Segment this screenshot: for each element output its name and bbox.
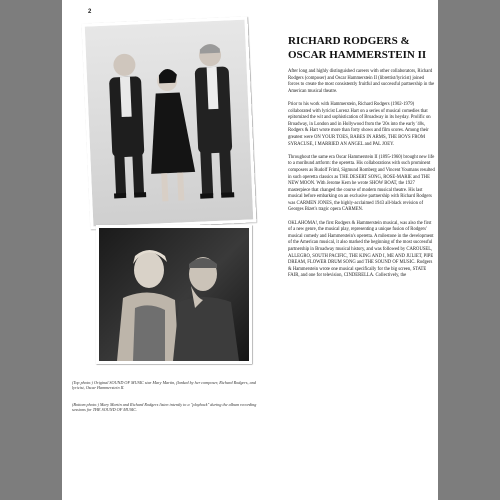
photo-bottom-figures (99, 228, 249, 361)
paragraph-3: Throughout the same era Oscar Hammerstein II (1895-1960) brought new life to a moribund artform: the operetta. His collaborations with such prominent composers as Rudolf Friml, Sigmund Romberg and Vincent Youmans resulted in such operetta classics as THE DESERT SONG, ROSE-MARIE and THE NEW MOON. With Jerome Kern he wrote SHOW BOAT, the 1927 masterpiece that changed the course of modern musical theatre. His last musical before embarking on an exclusive partnership with Richard Rodgers was CARMEN JONES, the highly-acclaimed 1943 all-black revision of Georges Bizet's tragic opera CARMEN. (288, 154, 435, 213)
caption-bottom-photo: (Bottom photo:) Mary Martin and Richard Rodgers listen intently to a "playback" during the album recording sessions for THE SOUND OF MUSIC. (72, 402, 257, 413)
paragraph-2: Prior to his work with Hammerstein, Richard Rodgers (1902-1979) collaborated with lyricist Lorenz Hart on a series of musical comedies that epitomized the wit and sophistication of Broadway in its heyday. Prolific on Broadway, in London and in Hollywood from the '20s into the early '40s, Rodgers & Hart wrote more than forty shows and film scores. Among their greatest were ON YOUR TOES, BABES IN ARMS, THE BOYS FROM SYRACUSE, I MARRIED AN ANGEL and PAL JOEY. (288, 101, 431, 147)
caption-top-photo: (Top photo:) Original SOUND OF MUSIC star Mary Martin, flanked by her composer, Richard Rodgers, and lyricist, Oscar Hammerstein II. (72, 380, 256, 391)
document-page (62, 0, 438, 500)
photo-martin-rodgers-playback (96, 225, 252, 364)
photo-top-figures (85, 20, 254, 227)
title-line-2: OSCAR HAMMERSTEIN II (288, 48, 427, 61)
title-line-1: RICHARD RODGERS & (288, 35, 410, 47)
paragraph-1: After long and highly distinguished careers with other collaborators, Richard Rodgers (composer) and Oscar Hammerstein II (librettist/lyricist) joined forces to create the most consistently fruitful and successful partnership in the American musical theatre. (288, 69, 435, 94)
page-title (288, 35, 438, 62)
article-body (288, 69, 435, 287)
photo-rodgers-martin-hammerstein (82, 16, 257, 229)
page-number: 2 (88, 9, 92, 15)
paragraph-4: OKLAHOMA!, the first Rodgers & Hammerstein musical, was also the first of a new genre, the musical play, representing a unique fusion of Rodgers' musical comedy and Hammerstein's operetta. A milestone in the development of the American musical, it also marked the beginning of the most successful partnership in Broadway musical history, and was followed by CAROUSEL, ALLEGRO, SOUTH PACIFIC, THE KING AND I, ME AND JULIET, PIPE DREAM, FLOWER DRUM SONG and THE SOUND OF MUSIC. Rodgers & Hammerstein wrote one musical specifically for the big screen, STATE FAIR, and one for television, CINDERELLA. Collectively, the (288, 220, 434, 279)
